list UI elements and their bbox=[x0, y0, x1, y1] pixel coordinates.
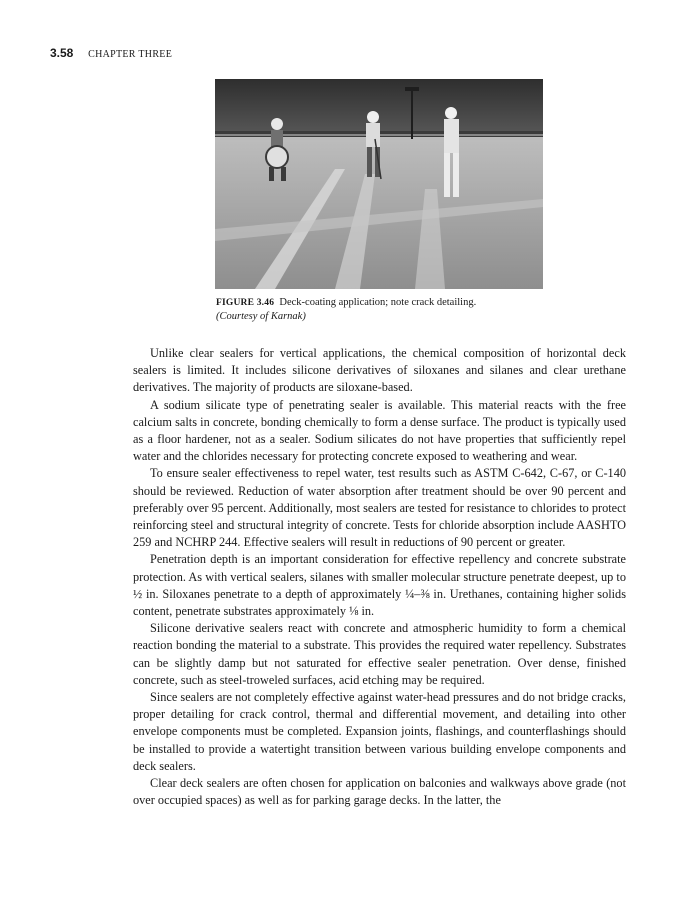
figure-caption bbox=[216, 296, 543, 323]
paragraph: Clear deck sealers are often chosen for application on balconies and walkways above grade (not over occupied spaces) as well as for parking garage decks. In the latter, the bbox=[133, 776, 626, 808]
paragraph: Penetration depth is an important consideration for effective repellency and concrete substrate protection. As with vertical sealers, silanes with smaller molecular structure penetrate deepest, up to ½ in. Siloxanes penetrate to a depth of approximately ¼–⅜ in. Urethanes, containing higher solids content, penetrate substrates approximately ⅛ in. bbox=[133, 552, 626, 619]
chapter-title: CHAPTER THREE bbox=[88, 49, 173, 60]
paragraph: Silicone derivative sealers react with concrete and atmospheric humidity to form a chemical reaction bonding the material to a substrate. This provides the required water repellency. Substrates can be slightly damp but not saturated for effective sealer penetration. Over dense, finished concrete, such as steel-troweled surfaces, acid etching may be required. bbox=[133, 621, 626, 687]
figure-photo bbox=[215, 79, 543, 289]
paragraph: Since sealers are not completely effective against water-head pressures and do not bridge cracks, proper detailing for crack control, thermal and differential movement, and detailing into other envelope components must be completed. Expansion joints, flashings, and counterflashings should be installed to provide a watertight transition between various building envelope components and deck sealers. bbox=[133, 690, 626, 773]
running-head bbox=[50, 46, 172, 60]
figure-label: FIGURE 3.46 bbox=[216, 298, 275, 308]
paragraph: To ensure sealer effectiveness to repel water, test results such as ASTM C-642, C-67, or C-140 should be reviewed. Reduction of water absorption after treatment should be over 90 percent and preferably over 95 percent. Additionally, most sealers are tested for resistance to chlorides to protect reinforcing steel and structural integrity of concrete. Tests for chloride absorption include AASHTO 259 and NCHRP 244. Effective sealers will result in reductions of 90 percent or greater. bbox=[133, 466, 626, 550]
page-number: 3.58 bbox=[50, 46, 74, 60]
body-text bbox=[133, 345, 626, 809]
deck-coating-photo bbox=[215, 79, 543, 289]
paragraph: Unlike clear sealers for vertical applications, the chemical composition of horizontal deck sealers is limited. It includes silicone derivatives of siloxanes and silanes and clear urethane derivatives. The majority of products are siloxane-based. bbox=[133, 346, 626, 395]
figure-credit: (Courtesy of Karnak) bbox=[216, 311, 306, 322]
paragraph: A sodium silicate type of penetrating sealer is available. This material reacts with the free calcium salts in concrete, bonding chemically to form a dense surface. The product is typically used as a floor hardener, not as a sealer. Sodium silicates do not have properties that sufficiently repel water and the chlorides necessary for protecting concrete exposed to weathering and wear. bbox=[133, 397, 626, 464]
caption-text: Deck-coating application; note crack detailing. bbox=[279, 297, 477, 308]
